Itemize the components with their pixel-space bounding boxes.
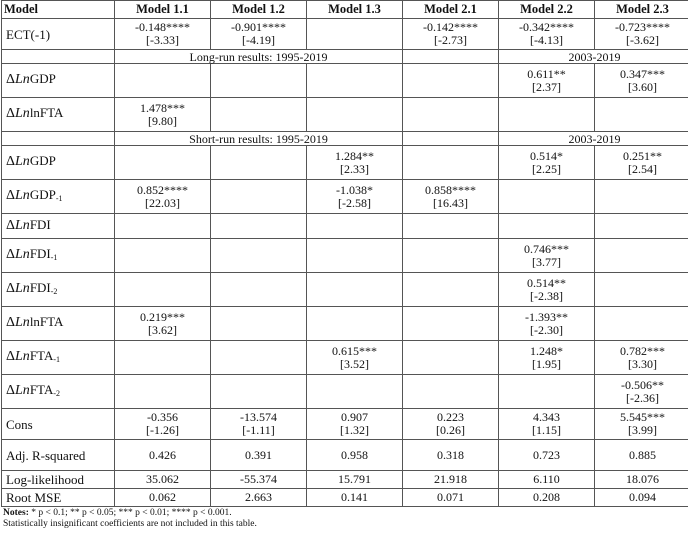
coef-cell bbox=[403, 180, 499, 214]
stat-label: Log-likelihood bbox=[2, 471, 115, 489]
coef-cell bbox=[595, 64, 688, 98]
coefficient-value: 0.907 bbox=[341, 410, 368, 424]
variable-prefix: ΔLn bbox=[6, 72, 30, 87]
coefficient-value: -13.574 bbox=[240, 410, 277, 424]
coef-cell bbox=[595, 307, 688, 341]
variable-prefix: ΔLn bbox=[6, 383, 30, 398]
coefficient-value: 0.746*** bbox=[524, 241, 569, 256]
coef-cell bbox=[595, 19, 688, 50]
coef-cell bbox=[595, 273, 688, 307]
stat-value: 2.663 bbox=[211, 489, 307, 507]
t-statistic-value: [3.30] bbox=[628, 356, 657, 371]
coef-cell bbox=[499, 409, 595, 440]
variable-lag: -1 bbox=[53, 355, 61, 364]
section-row bbox=[2, 132, 688, 146]
coef-cell bbox=[595, 409, 688, 440]
coef-cell bbox=[307, 307, 403, 341]
stat-value: 0.426 bbox=[115, 440, 211, 471]
coef-cell bbox=[211, 375, 307, 409]
header-label: Model bbox=[2, 1, 115, 19]
section-blank bbox=[2, 50, 115, 64]
stat-value: 0.062 bbox=[115, 489, 211, 507]
t-statistic-value: [-2.38] bbox=[530, 288, 563, 303]
coef-cell bbox=[403, 214, 499, 239]
coef-cell bbox=[211, 409, 307, 440]
stats-row bbox=[2, 471, 688, 489]
variable-label bbox=[2, 180, 115, 214]
stat-value: 0.208 bbox=[499, 489, 595, 507]
t-statistic-value: [-4.13] bbox=[530, 33, 563, 47]
stat-value: 6.110 bbox=[499, 471, 595, 489]
coef-cell bbox=[403, 341, 499, 375]
section-row bbox=[2, 50, 688, 64]
stat-value: -55.374 bbox=[211, 471, 307, 489]
stat-value: 21.918 bbox=[403, 471, 499, 489]
stat-label: Adj. R-squared bbox=[2, 440, 115, 471]
cons-row bbox=[2, 409, 688, 440]
regression-results-table bbox=[1, 0, 688, 507]
section-period: 2003-2019 bbox=[499, 50, 688, 64]
header-row bbox=[2, 1, 688, 19]
coef-cell bbox=[115, 19, 211, 50]
t-statistic-value: [-3.33] bbox=[146, 33, 179, 47]
coefficient-value: -1.038* bbox=[336, 182, 373, 197]
variable-label bbox=[2, 307, 115, 341]
header-model-2-3: Model 2.3 bbox=[595, 1, 688, 19]
coef-cell bbox=[115, 180, 211, 214]
variable-label bbox=[2, 341, 115, 375]
coefficient-value: 1.284** bbox=[335, 148, 374, 163]
coef-cell bbox=[307, 19, 403, 50]
coefficient-value: -0.342**** bbox=[519, 20, 574, 34]
ect-label: ECT(-1) bbox=[2, 19, 115, 50]
coef-cell bbox=[211, 146, 307, 180]
variable-name: GDP bbox=[29, 153, 56, 168]
t-statistic-value: [-2.36] bbox=[626, 390, 659, 405]
t-statistic-value: [1.95] bbox=[532, 356, 561, 371]
stat-value: 0.391 bbox=[211, 440, 307, 471]
coef-cell bbox=[211, 64, 307, 98]
variable-label bbox=[2, 98, 115, 132]
coef-cell bbox=[403, 98, 499, 132]
coef-cell bbox=[115, 307, 211, 341]
coef-cell bbox=[307, 98, 403, 132]
t-statistic-value: [2.54] bbox=[628, 161, 657, 176]
coefficient-value: 0.782*** bbox=[620, 343, 665, 358]
coef-cell bbox=[115, 64, 211, 98]
section-title: Short-run results: 1995-2019 bbox=[115, 132, 403, 146]
variable-label bbox=[2, 64, 115, 98]
variable-prefix: ΔLn bbox=[6, 154, 30, 169]
cons-label: Cons bbox=[2, 409, 115, 440]
coefficient-value: -0.723**** bbox=[615, 20, 670, 34]
coef-cell bbox=[115, 146, 211, 180]
variable-lag: -1 bbox=[55, 194, 63, 203]
stats-row bbox=[2, 489, 688, 507]
variable-row bbox=[2, 375, 688, 409]
coefficient-value: 0.615*** bbox=[332, 343, 377, 358]
stat-value: 15.791 bbox=[307, 471, 403, 489]
coef-cell bbox=[499, 64, 595, 98]
notes-line-2: Statistically insignificant coefficients are not included in this table. bbox=[3, 519, 257, 529]
variable-row bbox=[2, 307, 688, 341]
coef-cell bbox=[499, 19, 595, 50]
t-statistic-value: [-2.30] bbox=[530, 322, 563, 337]
coef-cell bbox=[211, 19, 307, 50]
coef-cell bbox=[403, 64, 499, 98]
section-title: Long-run results: 1995-2019 bbox=[115, 50, 403, 64]
coef-cell bbox=[595, 180, 688, 214]
coef-cell bbox=[307, 146, 403, 180]
variable-row bbox=[2, 239, 688, 273]
header-model-2-1: Model 2.1 bbox=[403, 1, 499, 19]
section-blank bbox=[403, 132, 499, 146]
variable-lag: -1 bbox=[50, 253, 58, 262]
stat-value: 0.141 bbox=[307, 489, 403, 507]
stat-value: 35.062 bbox=[115, 471, 211, 489]
stats-row bbox=[2, 440, 688, 471]
variable-label bbox=[2, 239, 115, 273]
coefficient-value: -0.506** bbox=[621, 377, 664, 392]
coef-cell bbox=[211, 180, 307, 214]
variable-row bbox=[2, 98, 688, 132]
section-blank bbox=[403, 50, 499, 64]
coef-cell bbox=[499, 146, 595, 180]
variable-name: FTA bbox=[29, 382, 54, 397]
t-statistic-value: [0.26] bbox=[436, 423, 465, 437]
coefficient-value: 4.343 bbox=[533, 410, 560, 424]
variable-row bbox=[2, 214, 688, 239]
coefficient-value: 1.478*** bbox=[140, 100, 185, 115]
coefficient-value: 1.248* bbox=[530, 343, 563, 358]
coef-cell bbox=[115, 239, 211, 273]
section-period: 2003-2019 bbox=[499, 132, 688, 146]
variable-row bbox=[2, 341, 688, 375]
t-statistic-value: [-3.62] bbox=[626, 33, 659, 47]
coef-cell bbox=[211, 214, 307, 239]
coef-cell bbox=[115, 341, 211, 375]
section-blank bbox=[2, 132, 115, 146]
coefficient-value: 0.514* bbox=[530, 148, 563, 163]
coef-cell bbox=[499, 239, 595, 273]
variable-lag: -2 bbox=[50, 287, 58, 296]
coef-cell bbox=[115, 375, 211, 409]
coef-cell bbox=[499, 375, 595, 409]
t-statistic-value: [2.37] bbox=[532, 79, 561, 94]
variable-name: GDP bbox=[29, 71, 56, 86]
coefficient-value: 0.611** bbox=[527, 66, 566, 81]
coefficient-value: -0.148**** bbox=[135, 20, 190, 34]
coef-cell bbox=[403, 239, 499, 273]
variable-prefix: ΔLn bbox=[6, 315, 30, 330]
variable-prefix: ΔLn bbox=[6, 281, 30, 296]
variable-label bbox=[2, 214, 115, 239]
coefficient-value: 0.347*** bbox=[620, 66, 665, 81]
variable-row bbox=[2, 146, 688, 180]
variable-label bbox=[2, 146, 115, 180]
t-statistic-value: [1.32] bbox=[340, 423, 369, 437]
coef-cell bbox=[595, 214, 688, 239]
stat-value: 0.318 bbox=[403, 440, 499, 471]
coef-cell bbox=[499, 98, 595, 132]
variable-name: GDP bbox=[29, 187, 56, 202]
t-statistic-value: [22.03] bbox=[145, 195, 180, 210]
t-statistic-value: [3.62] bbox=[148, 322, 177, 337]
coef-cell bbox=[403, 307, 499, 341]
coef-cell bbox=[211, 239, 307, 273]
ect-row bbox=[2, 19, 688, 50]
variable-label bbox=[2, 273, 115, 307]
coef-cell bbox=[211, 307, 307, 341]
coef-cell bbox=[307, 273, 403, 307]
variable-lag: -2 bbox=[53, 389, 61, 398]
variable-prefix: ΔLn bbox=[6, 349, 30, 364]
coef-cell bbox=[499, 180, 595, 214]
coef-cell bbox=[595, 146, 688, 180]
coef-cell bbox=[403, 146, 499, 180]
coef-cell bbox=[307, 375, 403, 409]
coef-cell bbox=[595, 375, 688, 409]
t-statistic-value: [16.43] bbox=[433, 195, 468, 210]
coef-cell bbox=[307, 214, 403, 239]
coef-cell bbox=[115, 409, 211, 440]
variable-prefix: ΔLn bbox=[6, 217, 30, 233]
t-statistic-value: [3.60] bbox=[628, 79, 657, 94]
variable-name: lnFTA bbox=[29, 105, 64, 120]
t-statistic-value: [3.52] bbox=[340, 356, 369, 371]
coef-cell bbox=[307, 341, 403, 375]
t-statistic-value: [-2.73] bbox=[434, 33, 467, 47]
variable-prefix: ΔLn bbox=[6, 106, 30, 121]
coef-cell bbox=[499, 214, 595, 239]
coef-cell bbox=[307, 239, 403, 273]
t-statistic-value: [-1.11] bbox=[242, 423, 275, 437]
t-statistic-value: [-2.58] bbox=[338, 195, 371, 210]
stat-value: 0.723 bbox=[499, 440, 595, 471]
header-model-2-2: Model 2.2 bbox=[499, 1, 595, 19]
coef-cell bbox=[115, 214, 211, 239]
t-statistic-value: [2.25] bbox=[532, 161, 561, 176]
stat-value: 0.071 bbox=[403, 489, 499, 507]
t-statistic-value: [9.80] bbox=[148, 113, 177, 128]
variable-prefix: ΔLn bbox=[6, 188, 30, 203]
coefficient-value: -0.901**** bbox=[231, 20, 286, 34]
t-statistic-value: [-4.19] bbox=[242, 33, 275, 47]
coefficient-value: 0.223 bbox=[437, 410, 464, 424]
variable-name: FDI bbox=[29, 246, 51, 261]
coef-cell bbox=[403, 375, 499, 409]
coefficient-value: 0.852**** bbox=[137, 182, 188, 197]
coef-cell bbox=[211, 341, 307, 375]
coefficient-value: -0.356 bbox=[147, 410, 178, 424]
coef-cell bbox=[403, 273, 499, 307]
coef-cell bbox=[595, 98, 688, 132]
notes-label: Notes: bbox=[3, 508, 29, 518]
coef-cell bbox=[307, 180, 403, 214]
stat-value: 0.094 bbox=[595, 489, 688, 507]
variable-name: FDI bbox=[29, 216, 51, 232]
coef-cell bbox=[403, 409, 499, 440]
coef-cell bbox=[211, 273, 307, 307]
t-statistic-value: [1.15] bbox=[532, 423, 561, 437]
coef-cell bbox=[307, 409, 403, 440]
notes-line-1 bbox=[3, 508, 688, 519]
coef-cell bbox=[115, 98, 211, 132]
variable-row bbox=[2, 180, 688, 214]
variable-label bbox=[2, 375, 115, 409]
coef-cell bbox=[403, 19, 499, 50]
header-model-1-2: Model 1.2 bbox=[211, 1, 307, 19]
coef-cell bbox=[307, 64, 403, 98]
header-model-1-3: Model 1.3 bbox=[307, 1, 403, 19]
coef-cell bbox=[115, 273, 211, 307]
coef-cell bbox=[499, 341, 595, 375]
coefficient-value: 5.545*** bbox=[620, 410, 665, 424]
variable-row bbox=[2, 64, 688, 98]
variable-name: FDI bbox=[29, 280, 51, 295]
coef-cell bbox=[595, 239, 688, 273]
coef-cell bbox=[499, 273, 595, 307]
t-statistic-value: [2.33] bbox=[340, 161, 369, 176]
variable-row bbox=[2, 273, 688, 307]
t-statistic-value: [-1.26] bbox=[146, 423, 179, 437]
stat-value: 18.076 bbox=[595, 471, 688, 489]
variable-prefix: ΔLn bbox=[6, 247, 30, 262]
coefficient-value: 0.514** bbox=[527, 275, 566, 290]
coef-cell bbox=[499, 307, 595, 341]
t-statistic-value: [3.77] bbox=[532, 254, 561, 269]
table-notes bbox=[0, 508, 688, 530]
variable-name: lnFTA bbox=[29, 314, 64, 329]
coef-cell bbox=[211, 98, 307, 132]
coefficient-value: 0.219*** bbox=[140, 309, 185, 324]
coefficient-value: -0.142**** bbox=[423, 20, 478, 34]
t-statistic-value: [3.99] bbox=[628, 423, 657, 437]
stat-label: Root MSE bbox=[2, 489, 115, 507]
header-model-1-1: Model 1.1 bbox=[115, 1, 211, 19]
coef-cell bbox=[595, 341, 688, 375]
coefficient-value: 0.251** bbox=[623, 148, 662, 163]
stat-value: 0.885 bbox=[595, 440, 688, 471]
notes-significance: * p < 0.1; ** p < 0.05; *** p < 0.01; **** p < 0.001. bbox=[31, 508, 232, 518]
coefficient-value: -1.393** bbox=[525, 309, 568, 324]
coefficient-value: 0.858**** bbox=[425, 182, 476, 197]
stat-value: 0.958 bbox=[307, 440, 403, 471]
variable-name: FTA bbox=[29, 348, 54, 363]
